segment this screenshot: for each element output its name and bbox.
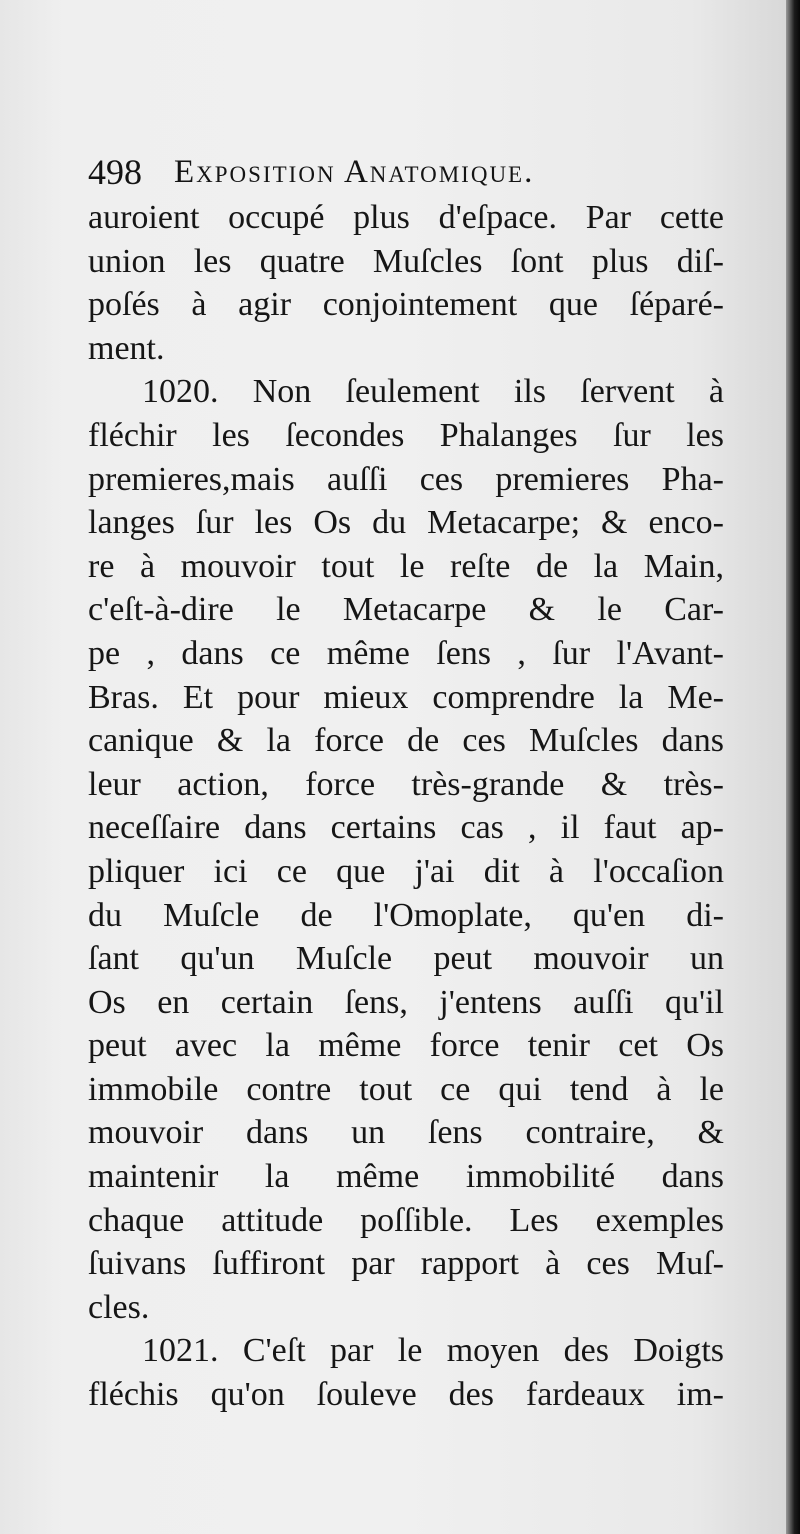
text-line: auroient occupé plus d'eſpace. Par cette: [88, 199, 724, 236]
text-line: Bras. Et pour mieux comprendre la Me-: [88, 678, 724, 716]
text-line: c'eſt-à-dire le Metacarpe & le Car-: [88, 591, 724, 629]
text-line: pliquer ici ce que j'ai dit à l'occaſion: [88, 852, 724, 890]
text-line: mouvoir dans un ſens contraire, &: [88, 1114, 724, 1152]
text-line: fléchir les ſecondes Phalanges ſur les: [88, 416, 724, 454]
text-line: chaque attitude poſſible. Les exemples: [88, 1201, 724, 1239]
page-edge-shadow: [786, 0, 800, 1534]
text-line: ſuivans ſuffiront par rapport à ces Muſ-: [88, 1245, 724, 1283]
text-line: fléchis qu'on ſouleve des fardeaux im-: [88, 1376, 724, 1414]
text-line: neceſſaire dans certains cas , il faut ap-: [88, 809, 724, 847]
text-line: canique & la force de ces Muſcles dans: [88, 722, 724, 760]
text-line: pe , dans ce même ſens , ſur l'Avant-: [88, 634, 724, 672]
page-number: 498: [88, 152, 142, 192]
text-line: re à mouvoir tout le reſte de la Main,: [88, 547, 724, 585]
text-line: premieres,mais auſſi ces premieres Pha-: [88, 460, 724, 498]
text-line: Os en certain ſens, j'entens auſſi qu'il: [88, 983, 724, 1021]
text-line: ſant qu'un Muſcle peut mouvoir un: [88, 940, 724, 978]
text-line: langes ſur les Os du Metacarpe; & enco-: [88, 504, 724, 542]
body-text: [88, 196, 724, 1417]
paragraph-start-1020: 1020. Non ſeulement ils ſervent à: [142, 373, 724, 411]
text-line: poſés à agir conjointement que ſéparé-: [88, 286, 724, 324]
page-header: [88, 148, 728, 196]
text-line: cles.: [88, 1288, 150, 1326]
text-line: union les quatre Muſcles ſont plus diſ-: [88, 242, 724, 280]
text-line: du Muſcle de l'Omoplate, qu'en di-: [88, 896, 724, 934]
paragraph-start-1021: 1021. C'eſt par le moyen des Doigts: [142, 1332, 724, 1370]
text-line: peut avec la même force tenir cet Os: [88, 1027, 724, 1065]
running-title: Exposition Anatomique.: [174, 154, 535, 190]
text-line: ment.: [88, 329, 165, 367]
text-line: maintenir la même immobilité dans: [88, 1158, 724, 1196]
text-line: leur action, force très-grande & très-: [88, 765, 724, 803]
text-line: immobile contre tout ce qui tend à le: [88, 1070, 724, 1108]
